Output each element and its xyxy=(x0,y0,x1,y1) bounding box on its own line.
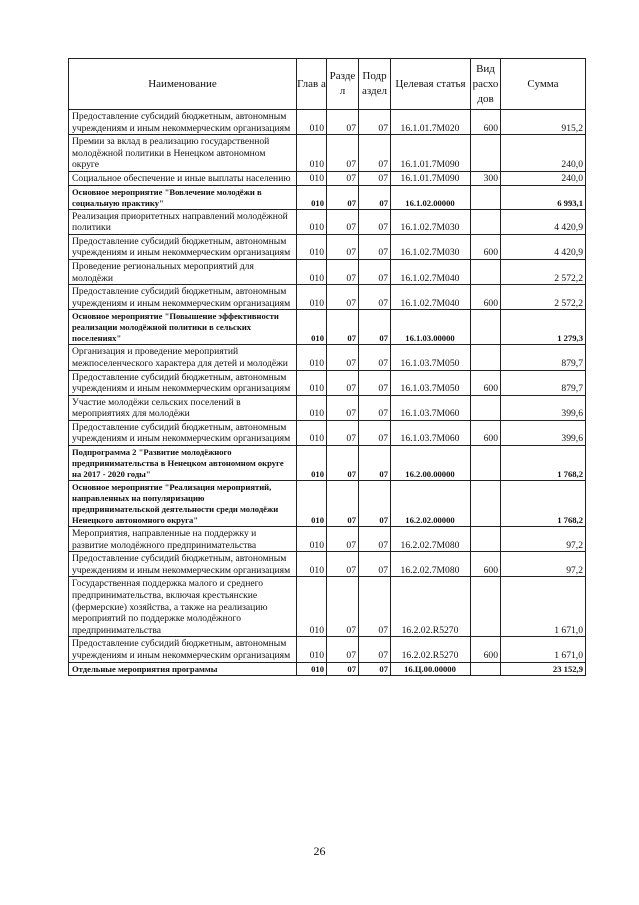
cell-sum: 915,2 xyxy=(501,110,586,135)
table-row xyxy=(69,552,586,577)
table-row xyxy=(69,345,586,370)
cell-podrazdel: 07 xyxy=(359,446,391,481)
table-row xyxy=(69,370,586,395)
cell-razdel: 07 xyxy=(327,110,359,135)
cell-sum: 2 572,2 xyxy=(501,259,586,284)
cell-name: Предоставление субсидий бюджетным, автономным учреждениям и иным некоммерческим организациям xyxy=(69,552,297,577)
cell-sum: 399,6 xyxy=(501,395,586,420)
table-row xyxy=(69,209,586,234)
cell-glava: 010 xyxy=(297,395,327,420)
cell-glava: 010 xyxy=(297,209,327,234)
table-row xyxy=(69,577,586,637)
cell-razdel: 07 xyxy=(327,552,359,577)
cell-glava: 010 xyxy=(297,285,327,310)
cell-target: 16.1.03.7M050 xyxy=(391,345,471,370)
cell-vid: 600 xyxy=(471,370,501,395)
cell-podrazdel: 07 xyxy=(359,662,391,675)
cell-name: Предоставление субсидий бюджетным, автономным учреждениям и иным некоммерческим организациям xyxy=(69,234,297,259)
cell-sum: 1 671,0 xyxy=(501,637,586,662)
cell-sum: 4 420,9 xyxy=(501,234,586,259)
cell-glava: 010 xyxy=(297,259,327,284)
cell-name: Социальное обеспечение и иные выплаты населению xyxy=(69,171,297,185)
cell-target: 16.1.03.7M060 xyxy=(391,420,471,445)
table-row xyxy=(69,185,586,209)
cell-vid xyxy=(471,209,501,234)
cell-name: Мероприятия, направленные на поддержку и развитие молодёжного предпринимательства xyxy=(69,527,297,552)
table-row xyxy=(69,395,586,420)
cell-sum: 4 420,9 xyxy=(501,209,586,234)
table-row xyxy=(69,171,586,185)
cell-name: Предоставление субсидий бюджетным, автономным учреждениям и иным некоммерческим организациям xyxy=(69,285,297,310)
cell-podrazdel: 07 xyxy=(359,185,391,209)
cell-razdel: 07 xyxy=(327,527,359,552)
cell-razdel: 07 xyxy=(327,370,359,395)
cell-razdel: 07 xyxy=(327,662,359,675)
header-sum: Сумма xyxy=(501,59,586,110)
cell-podrazdel: 07 xyxy=(359,234,391,259)
budget-table xyxy=(68,58,586,676)
header-podrazdel: Подр аздел xyxy=(359,59,391,110)
cell-vid xyxy=(471,577,501,637)
cell-target: 16.2.02.R5270 xyxy=(391,577,471,637)
cell-name: Основное мероприятие "Вовлечение молодёжи в социальную практику" xyxy=(69,185,297,209)
cell-vid: 600 xyxy=(471,420,501,445)
cell-vid xyxy=(471,310,501,345)
cell-glava: 010 xyxy=(297,481,327,527)
table-row xyxy=(69,135,586,172)
cell-sum: 879,7 xyxy=(501,345,586,370)
cell-vid xyxy=(471,395,501,420)
cell-glava: 010 xyxy=(297,446,327,481)
cell-glava: 010 xyxy=(297,420,327,445)
cell-name: Организация и проведение мероприятий межпоселенческого характера для детей и молодёжи xyxy=(69,345,297,370)
cell-razdel: 07 xyxy=(327,420,359,445)
cell-vid xyxy=(471,446,501,481)
cell-razdel: 07 xyxy=(327,185,359,209)
cell-razdel: 07 xyxy=(327,171,359,185)
cell-target: 16.1.02.7M040 xyxy=(391,285,471,310)
cell-target: 16.2.02.7M080 xyxy=(391,552,471,577)
table-row xyxy=(69,285,586,310)
cell-target: 16.1.03.7M060 xyxy=(391,395,471,420)
cell-razdel: 07 xyxy=(327,637,359,662)
cell-podrazdel: 07 xyxy=(359,110,391,135)
cell-name: Предоставление субсидий бюджетным, автономным учреждениям и иным некоммерческим организациям xyxy=(69,110,297,135)
cell-vid: 300 xyxy=(471,171,501,185)
cell-podrazdel: 07 xyxy=(359,259,391,284)
header-vid: Вид расхо дов xyxy=(471,59,501,110)
cell-razdel: 07 xyxy=(327,234,359,259)
table-row xyxy=(69,527,586,552)
cell-target: 16.1.02.7M030 xyxy=(391,209,471,234)
cell-sum: 240,0 xyxy=(501,171,586,185)
cell-sum: 399,6 xyxy=(501,420,586,445)
cell-name: Основное мероприятие "Реализация мероприятий, направленных на популяризацию предпринимательской деятельности среди молодёжи Ненецкого автономного округа" xyxy=(69,481,297,527)
cell-podrazdel: 07 xyxy=(359,395,391,420)
header-razdel: Разде л xyxy=(327,59,359,110)
cell-glava: 010 xyxy=(297,345,327,370)
cell-sum: 2 572,2 xyxy=(501,285,586,310)
cell-glava: 010 xyxy=(297,577,327,637)
cell-razdel: 07 xyxy=(327,395,359,420)
cell-target: 16.1.01.7M090 xyxy=(391,135,471,172)
cell-vid xyxy=(471,259,501,284)
cell-target: 16.1.03.7M050 xyxy=(391,370,471,395)
cell-podrazdel: 07 xyxy=(359,481,391,527)
cell-sum: 97,2 xyxy=(501,552,586,577)
cell-vid xyxy=(471,662,501,675)
cell-podrazdel: 07 xyxy=(359,370,391,395)
cell-razdel: 07 xyxy=(327,481,359,527)
cell-name: Проведение региональных мероприятий для молодёжи xyxy=(69,259,297,284)
cell-razdel: 07 xyxy=(327,259,359,284)
cell-target: 16.1.02.00000 xyxy=(391,185,471,209)
cell-name: Государственная поддержка малого и среднего предпринимательства, включая крестьянские (фермерские) хозяйства, а также на реализацию мероприятий по поддержке молодёжного предпринимательства xyxy=(69,577,297,637)
cell-target: 16.2.00.00000 xyxy=(391,446,471,481)
table-row xyxy=(69,637,586,662)
table-header-row xyxy=(69,59,586,110)
cell-glava: 010 xyxy=(297,135,327,172)
cell-podrazdel: 07 xyxy=(359,552,391,577)
cell-glava: 010 xyxy=(297,527,327,552)
table-row xyxy=(69,110,586,135)
cell-vid: 600 xyxy=(471,637,501,662)
header-target: Целевая статья xyxy=(391,59,471,110)
cell-podrazdel: 07 xyxy=(359,577,391,637)
cell-podrazdel: 07 xyxy=(359,171,391,185)
cell-podrazdel: 07 xyxy=(359,209,391,234)
cell-glava: 010 xyxy=(297,370,327,395)
cell-name: Предоставление субсидий бюджетным, автономным учреждениям и иным некоммерческим организациям xyxy=(69,370,297,395)
cell-sum: 97,2 xyxy=(501,527,586,552)
cell-sum: 6 993,1 xyxy=(501,185,586,209)
budget-table-container xyxy=(68,58,585,676)
header-glava: Глав а xyxy=(297,59,327,110)
page-number: 26 xyxy=(313,844,326,858)
cell-sum: 23 152,9 xyxy=(501,662,586,675)
table-row xyxy=(69,234,586,259)
cell-vid xyxy=(471,135,501,172)
cell-vid xyxy=(471,185,501,209)
cell-razdel: 07 xyxy=(327,285,359,310)
cell-sum: 1 768,2 xyxy=(501,481,586,527)
cell-podrazdel: 07 xyxy=(359,310,391,345)
cell-target: 16.Ц.00.00000 xyxy=(391,662,471,675)
cell-vid: 600 xyxy=(471,552,501,577)
cell-name: Подпрограмма 2 "Развитие молодёжного предпринимательства в Ненецком автономном округе на 2017 - 2020 годы" xyxy=(69,446,297,481)
cell-name: Реализация приоритетных направлений молодёжной политики xyxy=(69,209,297,234)
cell-vid: 600 xyxy=(471,110,501,135)
cell-vid: 600 xyxy=(471,285,501,310)
cell-sum: 879,7 xyxy=(501,370,586,395)
cell-razdel: 07 xyxy=(327,345,359,370)
table-row xyxy=(69,420,586,445)
cell-razdel: 07 xyxy=(327,209,359,234)
cell-target: 16.1.02.7M040 xyxy=(391,259,471,284)
cell-podrazdel: 07 xyxy=(359,345,391,370)
cell-sum: 1 768,2 xyxy=(501,446,586,481)
cell-glava: 010 xyxy=(297,234,327,259)
table-row xyxy=(69,446,586,481)
cell-vid xyxy=(471,527,501,552)
cell-podrazdel: 07 xyxy=(359,420,391,445)
cell-target: 16.2.02.R5270 xyxy=(391,637,471,662)
cell-glava: 010 xyxy=(297,552,327,577)
cell-name: Предоставление субсидий бюджетным, автономным учреждениям и иным некоммерческим организациям xyxy=(69,637,297,662)
cell-vid xyxy=(471,481,501,527)
cell-vid: 600 xyxy=(471,234,501,259)
table-row xyxy=(69,259,586,284)
cell-glava: 010 xyxy=(297,310,327,345)
cell-name: Отдельные мероприятия программы xyxy=(69,662,297,675)
header-name: Наименование xyxy=(69,59,297,110)
cell-razdel: 07 xyxy=(327,446,359,481)
cell-sum: 1 671,0 xyxy=(501,577,586,637)
cell-razdel: 07 xyxy=(327,577,359,637)
cell-glava: 010 xyxy=(297,185,327,209)
cell-glava: 010 xyxy=(297,110,327,135)
cell-target: 16.1.01.7M020 xyxy=(391,110,471,135)
cell-target: 16.1.03.00000 xyxy=(391,310,471,345)
cell-podrazdel: 07 xyxy=(359,637,391,662)
cell-target: 16.2.02.7M080 xyxy=(391,527,471,552)
cell-razdel: 07 xyxy=(327,135,359,172)
cell-vid xyxy=(471,345,501,370)
cell-glava: 010 xyxy=(297,171,327,185)
cell-name: Основное мероприятие "Повышение эффективности реализации молодёжной политики в сельских поселениях" xyxy=(69,310,297,345)
cell-target: 16.1.01.7M090 xyxy=(391,171,471,185)
cell-target: 16.1.02.7M030 xyxy=(391,234,471,259)
cell-name: Премии за вклад в реализацию государственной молодёжной политики в Ненецком автономном округе xyxy=(69,135,297,172)
cell-name: Участие молодёжи сельских поселений в мероприятиях для молодёжи xyxy=(69,395,297,420)
cell-podrazdel: 07 xyxy=(359,527,391,552)
cell-glava: 010 xyxy=(297,662,327,675)
cell-podrazdel: 07 xyxy=(359,285,391,310)
cell-sum: 240,0 xyxy=(501,135,586,172)
cell-razdel: 07 xyxy=(327,310,359,345)
table-row xyxy=(69,481,586,527)
cell-sum: 1 279,3 xyxy=(501,310,586,345)
table-row xyxy=(69,310,586,345)
cell-glava: 010 xyxy=(297,637,327,662)
cell-target: 16.2.02.00000 xyxy=(391,481,471,527)
cell-podrazdel: 07 xyxy=(359,135,391,172)
cell-name: Предоставление субсидий бюджетным, автономным учреждениям и иным некоммерческим организациям xyxy=(69,420,297,445)
table-row xyxy=(69,662,586,675)
